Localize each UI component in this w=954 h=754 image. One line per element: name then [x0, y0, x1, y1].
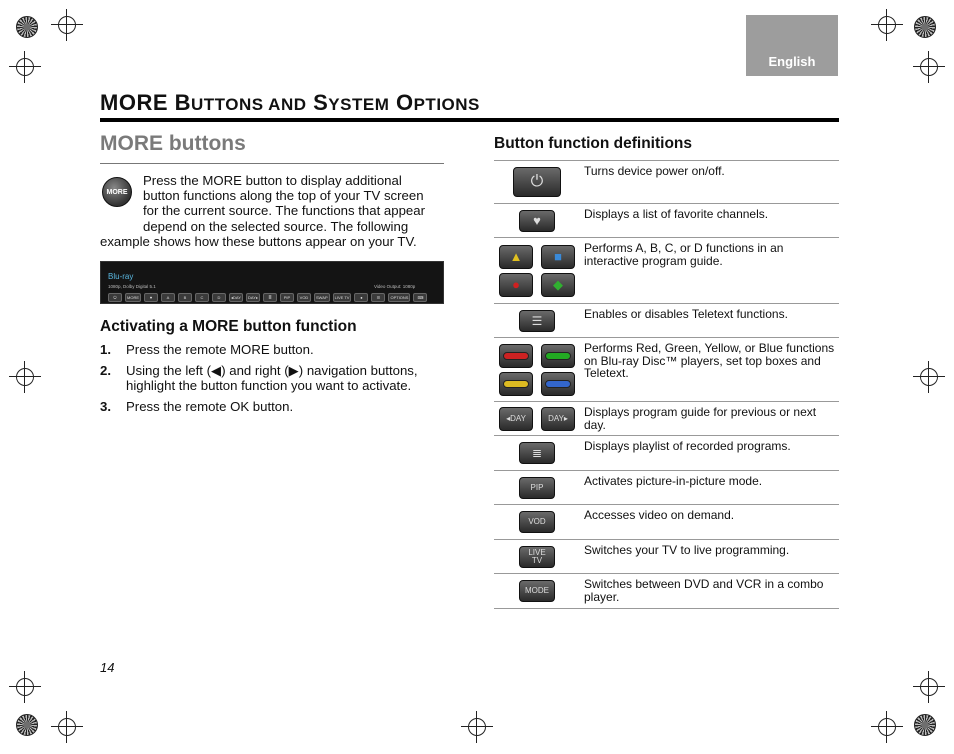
registration-wheel-bottom-left [16, 714, 38, 736]
power-icon: ⏻ [513, 167, 561, 197]
crosshair-mark [920, 368, 938, 386]
green-button-icon [541, 344, 575, 368]
tv-more-button: A [161, 293, 175, 302]
day-next-icon: DAY ▸ [541, 407, 575, 431]
red-button-icon [499, 344, 533, 368]
page-title: MORE BUTTONS AND SYSTEM OPTIONS [100, 90, 480, 115]
playlist-icon: ≣ [519, 442, 555, 464]
tv-more-button: OPTIONS [390, 295, 409, 300]
crosshair-mark [878, 718, 896, 736]
tv-more-button: C [195, 293, 209, 302]
tv-more-button: ⏻ [108, 293, 122, 302]
table-row: ◂ DAY DAY ▸ Displays program guide for previous or next day. [494, 402, 839, 436]
table-row: ♥ Displays a list of favorite channels. [494, 204, 839, 238]
crosshair-mark [16, 368, 34, 386]
registration-wheel-top-left [16, 16, 38, 38]
list-item: 3. Press the remote OK button. [100, 399, 294, 414]
crosshair-mark [920, 58, 938, 76]
b-square-icon: ■ [541, 245, 575, 269]
activating-heading: Activating a MORE button function [100, 318, 357, 335]
tv-source-label: Blu-ray [108, 272, 134, 281]
tv-button-row [108, 293, 427, 302]
intro-paragraph: Press the MORE button to display additional button functions along the top of your TV screen for the current source. The functions that appear depend on the selected source. The following example shows how these buttons appear on your TV. [100, 173, 425, 249]
table-row: Performs Red, Green, Yellow, or Blue functions on Blu-ray Disc™ players, set top boxes and Teletext. [494, 338, 839, 402]
heart-icon: ♥ [519, 210, 555, 232]
tv-more-button: LIVE TV [334, 295, 350, 300]
tv-more-bar-example [100, 261, 444, 304]
title-rule [100, 118, 839, 122]
definitions-heading: Button function definitions [494, 135, 693, 152]
tv-video-output: Video Output: 1080p [374, 284, 416, 289]
crosshair-mark [468, 718, 486, 736]
table-row: PIP Activates picture-in-picture mode. [494, 471, 839, 505]
more-button-icon: MORE [102, 177, 132, 207]
tv-more-button: ♥ [144, 293, 158, 302]
tv-more-button: B [178, 293, 192, 302]
yellow-button-icon [499, 372, 533, 396]
section-rule [100, 163, 444, 164]
list-item: 1. Press the remote MORE button. [100, 342, 314, 357]
tv-more-button: SWAP [316, 295, 328, 300]
left-arrow-icon: ◀ [211, 363, 222, 378]
table-row: ⏻ Turns device power on/off. [494, 161, 839, 204]
tv-more-button: ☰ [371, 293, 385, 302]
tv-more-button: VOD [297, 293, 311, 302]
crosshair-mark [16, 678, 34, 696]
pip-icon: PIP [519, 477, 555, 499]
tv-more-button: ≣ [263, 293, 277, 302]
table-row: LIVE TV Switches your TV to live programming. [494, 540, 839, 574]
table-row: ▲ ■ ● ◆ Performs A, B, C, or D functions in an interactive program guide. [494, 238, 839, 304]
tv-more-button: PIP [280, 293, 294, 302]
registration-wheel-top-right [914, 16, 936, 38]
language-tab[interactable]: English [746, 15, 838, 76]
tv-more-button: D [212, 293, 226, 302]
list-item: 2. Using the left (◀) and right (▶) navigation buttons, highlight the button function you want to activate. [100, 363, 418, 393]
crosshair-mark [878, 16, 896, 34]
blue-button-icon [541, 372, 575, 396]
registration-wheel-bottom-right [914, 714, 936, 736]
section-heading-more-buttons: MORE buttons [100, 132, 246, 155]
day-previous-icon: ◂ DAY [499, 407, 533, 431]
tv-more-button: ● [354, 293, 368, 302]
table-row: ☰ Enables or disables Teletext functions. [494, 304, 839, 338]
steps-list [100, 342, 445, 420]
tv-more-button: DAY▸ [246, 293, 260, 302]
crosshair-mark [58, 16, 76, 34]
table-row: ≣ Displays playlist of recorded programs. [494, 436, 839, 471]
tv-more-button: MORE [127, 295, 139, 300]
tv-more-button: ◂DAY [229, 293, 243, 302]
table-row: MODE Switches between DVD and VCR in a combo player. [494, 574, 839, 609]
definitions-table [494, 160, 839, 609]
table-row: VOD Accesses video on demand. [494, 505, 839, 540]
tv-more-button: ⌨ [413, 293, 427, 302]
a-triangle-icon: ▲ [499, 245, 533, 269]
c-circle-icon: ● [499, 273, 533, 297]
mode-icon: MODE [519, 580, 555, 602]
vod-icon: VOD [519, 511, 555, 533]
live-tv-icon: LIVE TV [519, 546, 555, 568]
crosshair-mark [920, 678, 938, 696]
d-diamond-icon: ◆ [541, 273, 575, 297]
crosshair-mark [58, 718, 76, 736]
crosshair-mark [16, 58, 34, 76]
teletext-icon: ☰ [519, 310, 555, 332]
page-number: 14 [100, 660, 115, 675]
tv-source-info: 1080p, Dolby Digital 5.1 [108, 284, 156, 289]
right-arrow-icon: ▶ [288, 363, 299, 378]
